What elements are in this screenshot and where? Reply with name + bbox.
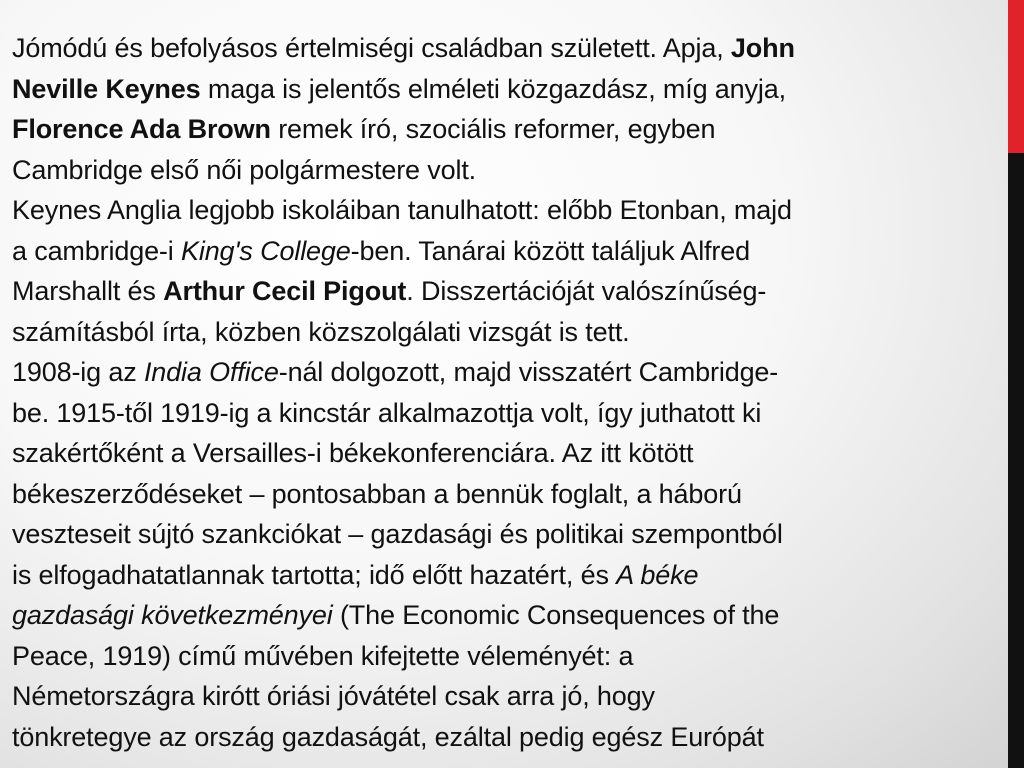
bold-text: Arthur Cecil Pigout (163, 276, 407, 306)
text-segment: Németországra kirótt óriási jóvátétel csak arra jó, hogy (12, 681, 655, 711)
text-segment: -nál dolgozott, majd visszatért Cambridge- (278, 357, 779, 387)
bold-text: Florence Ada Brown (12, 114, 271, 144)
bold-text: Neville Keynes (12, 73, 201, 104)
text-line (12, 595, 1012, 636)
text-segment: maga is jelentős elméleti közgazdász, míg anyja, (200, 73, 786, 104)
accent-bar-red (1008, 0, 1024, 153)
text-segment: a cambridge-i (12, 235, 181, 266)
text-segment: is elfogadhatatlannak tartotta; idő előtt hazatért, és (12, 559, 617, 590)
text-segment: Cambridge első női polgármestere volt. (12, 154, 477, 185)
text-segment: szakértőként a Versailles-i békekonferenciára. Az itt kötött (12, 438, 694, 468)
text-segment: be. 1915-től 1919-ig a kincstár alkalmazottja volt, így juthatott ki (12, 397, 762, 428)
text-line (12, 514, 1012, 555)
text-segment: Marshallt és (12, 276, 164, 306)
text-line (12, 393, 1012, 434)
body-text (12, 28, 1012, 757)
text-segment: Jómódú és befolyásos értelmiségi családban született. Apja, (12, 33, 731, 63)
text-line (12, 352, 1012, 393)
text-segment: békeszerződéseket – pontosabban a bennük foglalt, a háború (12, 478, 742, 509)
text-line (12, 555, 1012, 596)
text-segment: tönkretegye az ország gazdaságát, ezáltal pedig egész Európát (12, 721, 764, 752)
text-line (12, 69, 1012, 110)
text-line (12, 231, 1012, 272)
text-segment: 1908-ig az (12, 357, 144, 387)
text-line (12, 676, 1012, 717)
bold-text: John (730, 33, 795, 63)
text-segment: veszteseit sújtó szankciókat – gazdasági és politikai szempontból (12, 519, 783, 549)
italic-text: gazdasági következményei (12, 600, 333, 630)
text-line (12, 150, 1012, 191)
text-segment: (The Economic Consequences of the (332, 600, 780, 630)
text-line (12, 271, 1012, 312)
italic-text: King's College (180, 235, 351, 266)
text-line (12, 109, 1012, 150)
text-segment: számításból írta, közben közszolgálati vizsgát is tett. (12, 316, 630, 347)
italic-text: India Office (143, 357, 279, 387)
text-segment: . Disszertációját valószínűség- (406, 276, 767, 306)
text-line (12, 474, 1012, 515)
text-segment: Peace, 1919) című művében kifejtette véleményét: a (12, 640, 634, 671)
text-segment: -ben. Tanárai között találjuk Alfred (350, 235, 750, 266)
text-line (12, 717, 1012, 758)
text-line (12, 312, 1012, 353)
text-line (12, 433, 1012, 474)
text-line (12, 190, 1012, 231)
text-line (12, 636, 1012, 677)
italic-text: A béke (616, 559, 699, 590)
text-segment: Keynes Anglia legjobb iskoláiban tanulhatott: előbb Etonban, majd (12, 195, 792, 225)
text-segment: remek író, szociális reformer, egyben (270, 114, 716, 144)
accent-bar-black (1008, 153, 1024, 768)
text-line (12, 28, 1012, 69)
